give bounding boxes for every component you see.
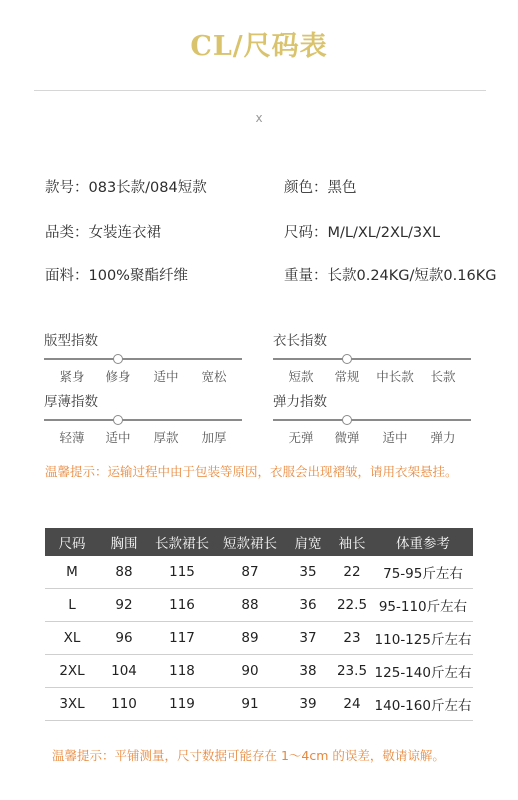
table-cell: L	[45, 589, 99, 622]
table-cell: 3XL	[45, 688, 99, 721]
scale-option: 修身	[105, 369, 131, 384]
scale-option: 适中	[105, 430, 131, 445]
scale-elasticity	[273, 393, 471, 446]
table-cell: 37	[285, 622, 331, 655]
table-cell: M	[45, 556, 99, 589]
scale-track	[44, 415, 242, 425]
scale-option: 中长款	[376, 369, 414, 384]
scale-option: 宽松	[201, 369, 227, 384]
scale-knob	[342, 415, 352, 425]
scale-option: 短款	[288, 369, 314, 384]
table-header-cell: 胸围	[99, 528, 149, 556]
scale-knob	[342, 354, 352, 364]
scale-track	[44, 354, 242, 364]
table-cell: 88	[99, 556, 149, 589]
scale-option: 厚款	[153, 430, 179, 445]
table-cell: XL	[45, 622, 99, 655]
scale-length	[273, 332, 471, 385]
table-row	[45, 589, 473, 622]
scale-title: 厚薄指数	[44, 394, 98, 410]
scale-thickness	[44, 393, 242, 446]
scale-option: 适中	[153, 369, 179, 384]
close-icon[interactable]: x	[255, 111, 263, 125]
title-divider	[34, 90, 486, 91]
table-cell: 23	[331, 622, 373, 655]
table-cell: 22	[331, 556, 373, 589]
table-cell: 116	[149, 589, 215, 622]
scale-title: 版型指数	[44, 333, 98, 349]
info-category: 品类：女装连衣裙	[45, 225, 161, 241]
table-header-cell: 肩宽	[285, 528, 331, 556]
scale-line	[273, 358, 471, 360]
tip-measure: 温馨提示：平铺测量，尺寸数据可能存在 1～4cm 的误差，敬请谅解。	[52, 748, 445, 763]
page-title: CL/尺码表	[190, 31, 328, 62]
table-cell: 36	[285, 589, 331, 622]
table-cell: 117	[149, 622, 215, 655]
table-cell: 39	[285, 688, 331, 721]
scale-option: 加厚	[201, 430, 227, 445]
scale-option: 弹力	[430, 430, 456, 445]
table-cell: 89	[215, 622, 285, 655]
scale-labels	[273, 367, 471, 385]
tip-transport: 温馨提示：运输过程中由于包装等原因，衣服会出现褶皱，请用衣架悬挂。	[45, 464, 458, 479]
table-cell: 95-110斤左右	[373, 589, 473, 622]
table-cell: 96	[99, 622, 149, 655]
scale-option: 微弹	[334, 430, 360, 445]
table-cell: 88	[215, 589, 285, 622]
scale-line	[44, 419, 242, 421]
scale-labels	[44, 367, 242, 385]
info-style-no: 款号：083长款/084短款	[45, 180, 207, 196]
table-cell: 92	[99, 589, 149, 622]
table-cell: 119	[149, 688, 215, 721]
table-header-cell: 尺码	[45, 528, 99, 556]
table-cell: 24	[331, 688, 373, 721]
table-cell: 91	[215, 688, 285, 721]
table-cell: 115	[149, 556, 215, 589]
scale-track	[273, 415, 471, 425]
table-cell: 110-125斤左右	[373, 622, 473, 655]
scale-option: 适中	[382, 430, 408, 445]
scale-knob	[113, 354, 123, 364]
table-cell: 22.5	[331, 589, 373, 622]
info-sizes: 尺码：M/L/XL/2XL/3XL	[284, 225, 441, 241]
scale-line	[44, 358, 242, 360]
scale-option: 紧身	[59, 369, 85, 384]
info-fabric: 面料：100%聚酯纤维	[45, 268, 188, 284]
table-row	[45, 556, 473, 589]
table-cell: 125-140斤左右	[373, 655, 473, 688]
scale-fit	[44, 332, 242, 385]
scale-knob	[113, 415, 123, 425]
table-header-cell: 短款裙长	[215, 528, 285, 556]
scale-labels	[273, 428, 471, 446]
size-table	[45, 528, 473, 721]
scale-labels	[44, 428, 242, 446]
table-cell: 75-95斤左右	[373, 556, 473, 589]
scale-option: 无弹	[288, 430, 314, 445]
table-cell: 35	[285, 556, 331, 589]
table-cell: 23.5	[331, 655, 373, 688]
scale-option: 常规	[334, 369, 360, 384]
table-cell: 38	[285, 655, 331, 688]
table-cell: 140-160斤左右	[373, 688, 473, 721]
scale-title: 弹力指数	[273, 394, 327, 410]
table-row	[45, 655, 473, 688]
table-cell: 104	[99, 655, 149, 688]
scale-track	[273, 354, 471, 364]
scale-option: 长款	[430, 369, 456, 384]
table-row	[45, 688, 473, 721]
scale-title: 衣长指数	[273, 333, 327, 349]
table-cell: 2XL	[45, 655, 99, 688]
scale-option: 轻薄	[59, 430, 85, 445]
info-weight: 重量：长款0.24KG/短款0.16KG	[284, 268, 497, 284]
table-cell: 87	[215, 556, 285, 589]
table-header-cell: 袖长	[331, 528, 373, 556]
table-cell: 118	[149, 655, 215, 688]
table-cell: 90	[215, 655, 285, 688]
table-row	[45, 622, 473, 655]
table-header-cell: 长款裙长	[149, 528, 215, 556]
scale-line	[273, 419, 471, 421]
table-cell: 110	[99, 688, 149, 721]
info-color: 颜色：黑色	[284, 180, 357, 196]
table-header-row	[45, 528, 473, 556]
table-header-cell: 体重参考	[373, 528, 473, 556]
